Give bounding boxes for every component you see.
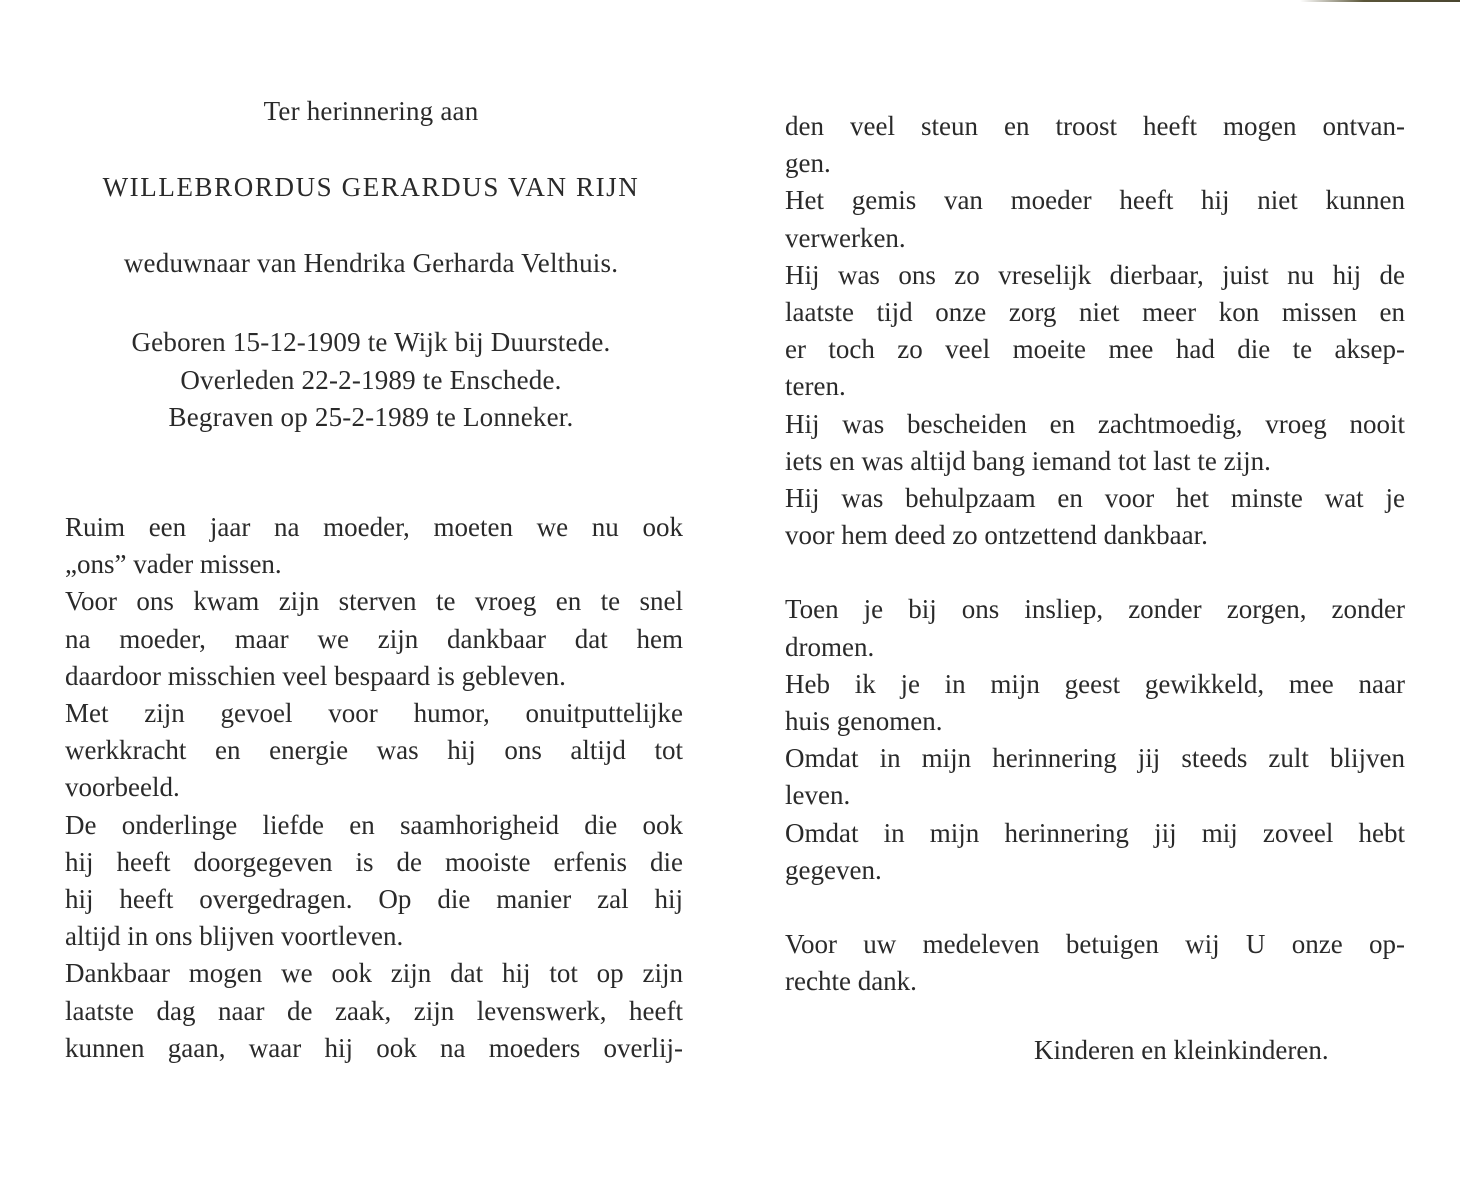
text-line: voor hem deed zo ontzettend dankbaar.	[785, 520, 1208, 551]
burial-line: Begraven op 25-2-1989 te Lonneker.	[168, 402, 574, 432]
stanza-gap	[785, 889, 1405, 926]
paragraph	[785, 182, 1405, 256]
text-line: voorbeeld.	[65, 772, 180, 803]
text-line: Toen je bij ons insliep, zonder zorgen, zonder	[785, 594, 1405, 625]
intro-heading: Ter herinnering aan	[263, 96, 479, 126]
text-line: Hij was behulpzaam en voor het minste wat je	[785, 483, 1405, 514]
deceased-name: WILLEBRORDUS GERARDUS VAN RIJN	[102, 172, 640, 202]
thanks-paragraph	[785, 926, 1405, 1000]
text-line: huis genomen.	[785, 706, 943, 737]
text-line: laatste tijd onze zorg niet meer kon missen en	[785, 297, 1405, 328]
text-line: hij heeft overgedragen. Op die manier zal hij	[65, 884, 683, 915]
text-line: teren.	[785, 371, 846, 402]
text-line: Voor ons kwam zijn sterven te vroeg en te snel	[65, 586, 683, 617]
text-line: daardoor misschien veel bespaard is gebleven.	[65, 660, 566, 691]
text-line: kunnen gaan, waar hij ook na moeders overlij-	[65, 1032, 683, 1063]
scan-edge-shadow	[1300, 0, 1460, 2]
text-line: Dankbaar mogen we ook zijn dat hij tot op zijn	[65, 958, 683, 989]
left-body-text	[65, 509, 683, 1067]
text-line: Het gemis van moeder heeft hij niet kunnen	[785, 185, 1405, 216]
death-line: Overleden 22-2-1989 te Enschede.	[180, 364, 562, 395]
stanza-gap	[785, 554, 1405, 591]
text-line: Hij was bescheiden en zachtmoedig, vroeg nooit	[785, 408, 1405, 439]
text-line: „ons” vader missen.	[65, 549, 282, 580]
text-line: rechte dank.	[785, 966, 917, 997]
paragraph	[65, 509, 683, 583]
poem-verse	[785, 815, 1405, 889]
text-line: werkkracht en energie was hij ons altijd tot	[65, 735, 683, 766]
poem-verse	[785, 740, 1405, 814]
text-line: Voor uw medeleven betuigen wij U onze op-	[785, 929, 1405, 960]
text-line: gen.	[785, 148, 831, 179]
text-line: den veel steun en troost heeft mogen ontvan-	[785, 111, 1405, 141]
text-line: er toch zo veel moeite mee had die te aksep-	[785, 334, 1405, 365]
life-dates	[60, 324, 682, 437]
paragraph	[785, 406, 1405, 480]
text-line: Heb ik je in mijn geest gewikkeld, mee naar	[785, 668, 1405, 699]
paragraph	[65, 583, 683, 695]
paragraph	[785, 108, 1405, 182]
birth-line: Geboren 15-12-1909 te Wijk bij Duurstede.	[131, 327, 611, 357]
text-line: na moeder, maar we zijn dankbaar dat hem	[65, 623, 683, 654]
paragraph	[65, 807, 683, 956]
signature-line: Kinderen en kleinkinderen.	[1034, 1035, 1329, 1065]
text-line: iets en was altijd bang iemand tot last te zijn.	[785, 445, 1271, 476]
text-line: dromen.	[785, 631, 875, 662]
paragraph	[785, 257, 1405, 406]
text-line: Hij was ons zo vreselijk dierbaar, juist nu hij de	[785, 259, 1405, 290]
text-line: verwerken.	[785, 222, 906, 253]
text-line: gegeven.	[785, 854, 882, 885]
poem	[785, 591, 1405, 889]
paragraph	[785, 480, 1405, 554]
paragraph	[65, 955, 683, 1067]
paragraph	[65, 695, 683, 807]
text-line: Met zijn gevoel voor humor, onuitputtelijke	[65, 698, 683, 729]
text-line: laatste dag naar de zaak, zijn levenswerk, heeft	[65, 995, 683, 1026]
text-line: altijd in ons blijven voortleven.	[65, 921, 404, 952]
text-line: leven.	[785, 780, 851, 811]
poem-verse	[785, 666, 1405, 740]
text-line: Ruim een jaar na moeder, moeten we nu ook	[65, 512, 683, 542]
right-body-text	[785, 108, 1405, 1000]
text-line: Omdat in mijn herinnering jij mij zoveel hebt	[785, 817, 1405, 848]
text-line: De onderlinge liefde en saamhorigheid die ook	[65, 809, 683, 840]
text-line: Omdat in mijn herinnering jij steeds zult blijven	[785, 743, 1405, 774]
poem-verse	[785, 591, 1405, 665]
widower-line: weduwnaar van Hendrika Gerharda Velthuis.	[123, 248, 619, 278]
text-line: hij heeft doorgegeven is de mooiste erfenis die	[65, 846, 683, 877]
